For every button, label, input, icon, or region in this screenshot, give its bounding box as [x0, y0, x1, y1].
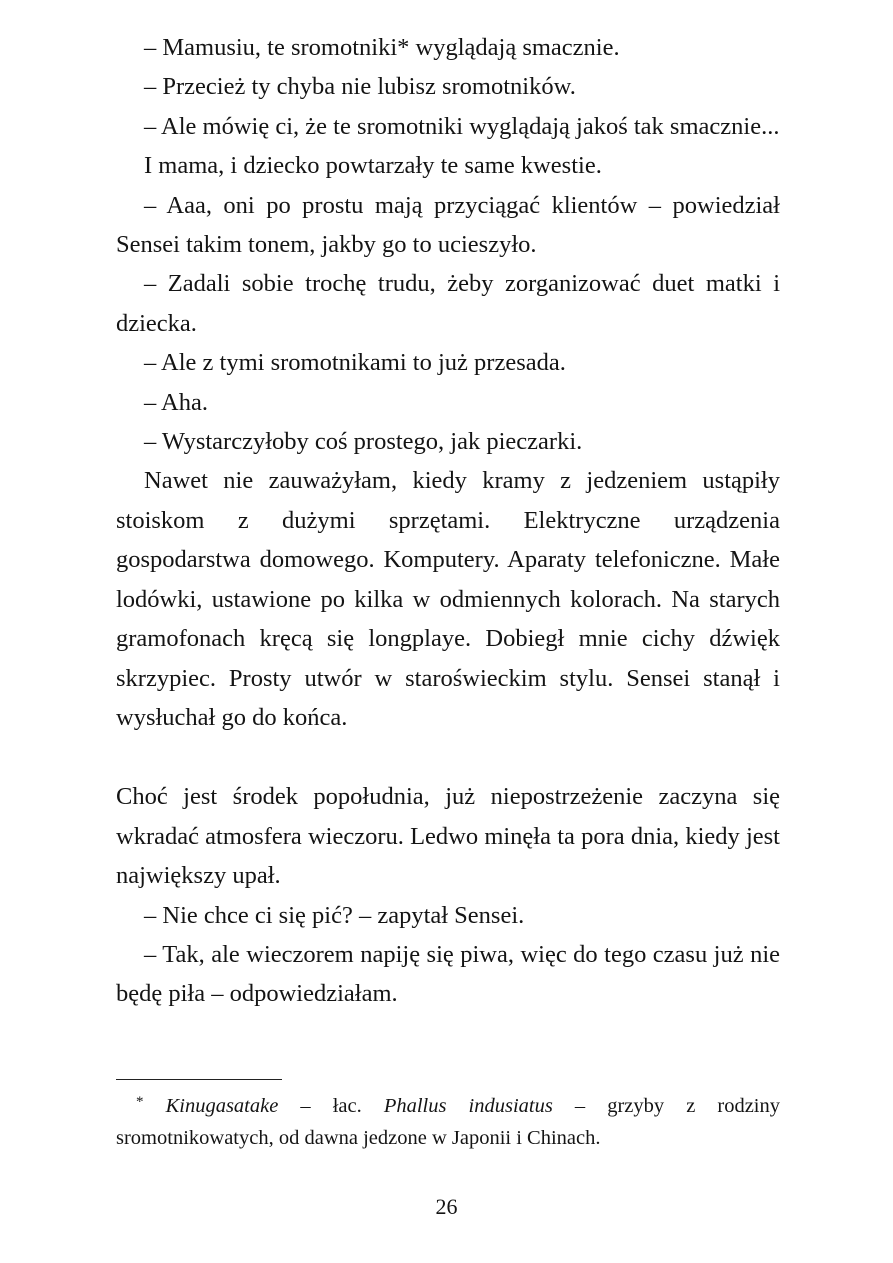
- footnote: [116, 1086, 780, 1154]
- paragraph: – Mamusiu, te sromotniki* wyglądają smacznie.: [144, 34, 620, 61]
- footnote-divider: [116, 1079, 282, 1080]
- main-text: [116, 28, 780, 1014]
- paragraph: – Zadali sobie trochę trudu, żeby zorganizować duet matki i dziecka.: [116, 270, 780, 337]
- footnote-dash: – łac.: [278, 1095, 384, 1117]
- paragraph: – Nie chce ci się pić? – zapytał Sensei.: [144, 901, 525, 929]
- paragraph: – Wystarczyłoby coś prostego, jak pieczarki.: [144, 428, 583, 456]
- footnote-term: Kinugasatake: [165, 1095, 279, 1117]
- paragraph: Choć jest środek popołudnia, już niepostrzeżenie zaczyna się wkradać atmosfera wieczoru. Ledwo minęła ta pora dnia, kiedy jest największy upał.: [116, 783, 780, 890]
- page-number: 26: [435, 1194, 458, 1219]
- paragraph: – Ale mówię ci, że te sromotniki wyglądają jakoś tak smacznie...: [144, 112, 780, 140]
- paragraph: – Aha.: [144, 388, 208, 416]
- footnote-marker: *: [136, 1094, 144, 1110]
- paragraph: I mama, i dziecko powtarzały te same kwestie.: [144, 152, 602, 180]
- footnote-text: [116, 1086, 780, 1154]
- paragraph: – Przecież ty chyba nie lubisz sromotników.: [144, 73, 576, 101]
- paragraph: – Tak, ale wieczorem napiję się piwa, więc do tego czasu już nie będę piła – odpowiedziałam.: [116, 940, 780, 1008]
- paragraph: Nawet nie zauważyłam, kiedy kramy z jedzeniem ustąpiły stoiskom z dużymi sprzętami. Elektryczne urządzenia gospodarstwa domowego. Komputery. Aparaty telefoniczne. Małe lodówki, ustawione po kilka w odmiennych kolorach. Na starych gramofonach kręcą się longplaye. Dobiegł mnie cichy dźwięk skrzypiec. Prosty utwór w staroświeckim stylu. Sensei stanął i wysłuchał go do końca.: [116, 467, 780, 731]
- paragraph: – Aaa, oni po prostu mają przyciągać klientów – powiedział Sensei takim tonem, jakby go to ucieszyło.: [116, 191, 780, 259]
- footnote-latin-name: Phallus indusiatus: [383, 1095, 553, 1117]
- paragraph: – Ale z tymi sromotnikami to już przesada.: [144, 349, 566, 377]
- footnote-description: – grzyby z rodziny sromotnikowatych, od dawna jedzone w Japonii i Chinach.: [116, 1095, 781, 1149]
